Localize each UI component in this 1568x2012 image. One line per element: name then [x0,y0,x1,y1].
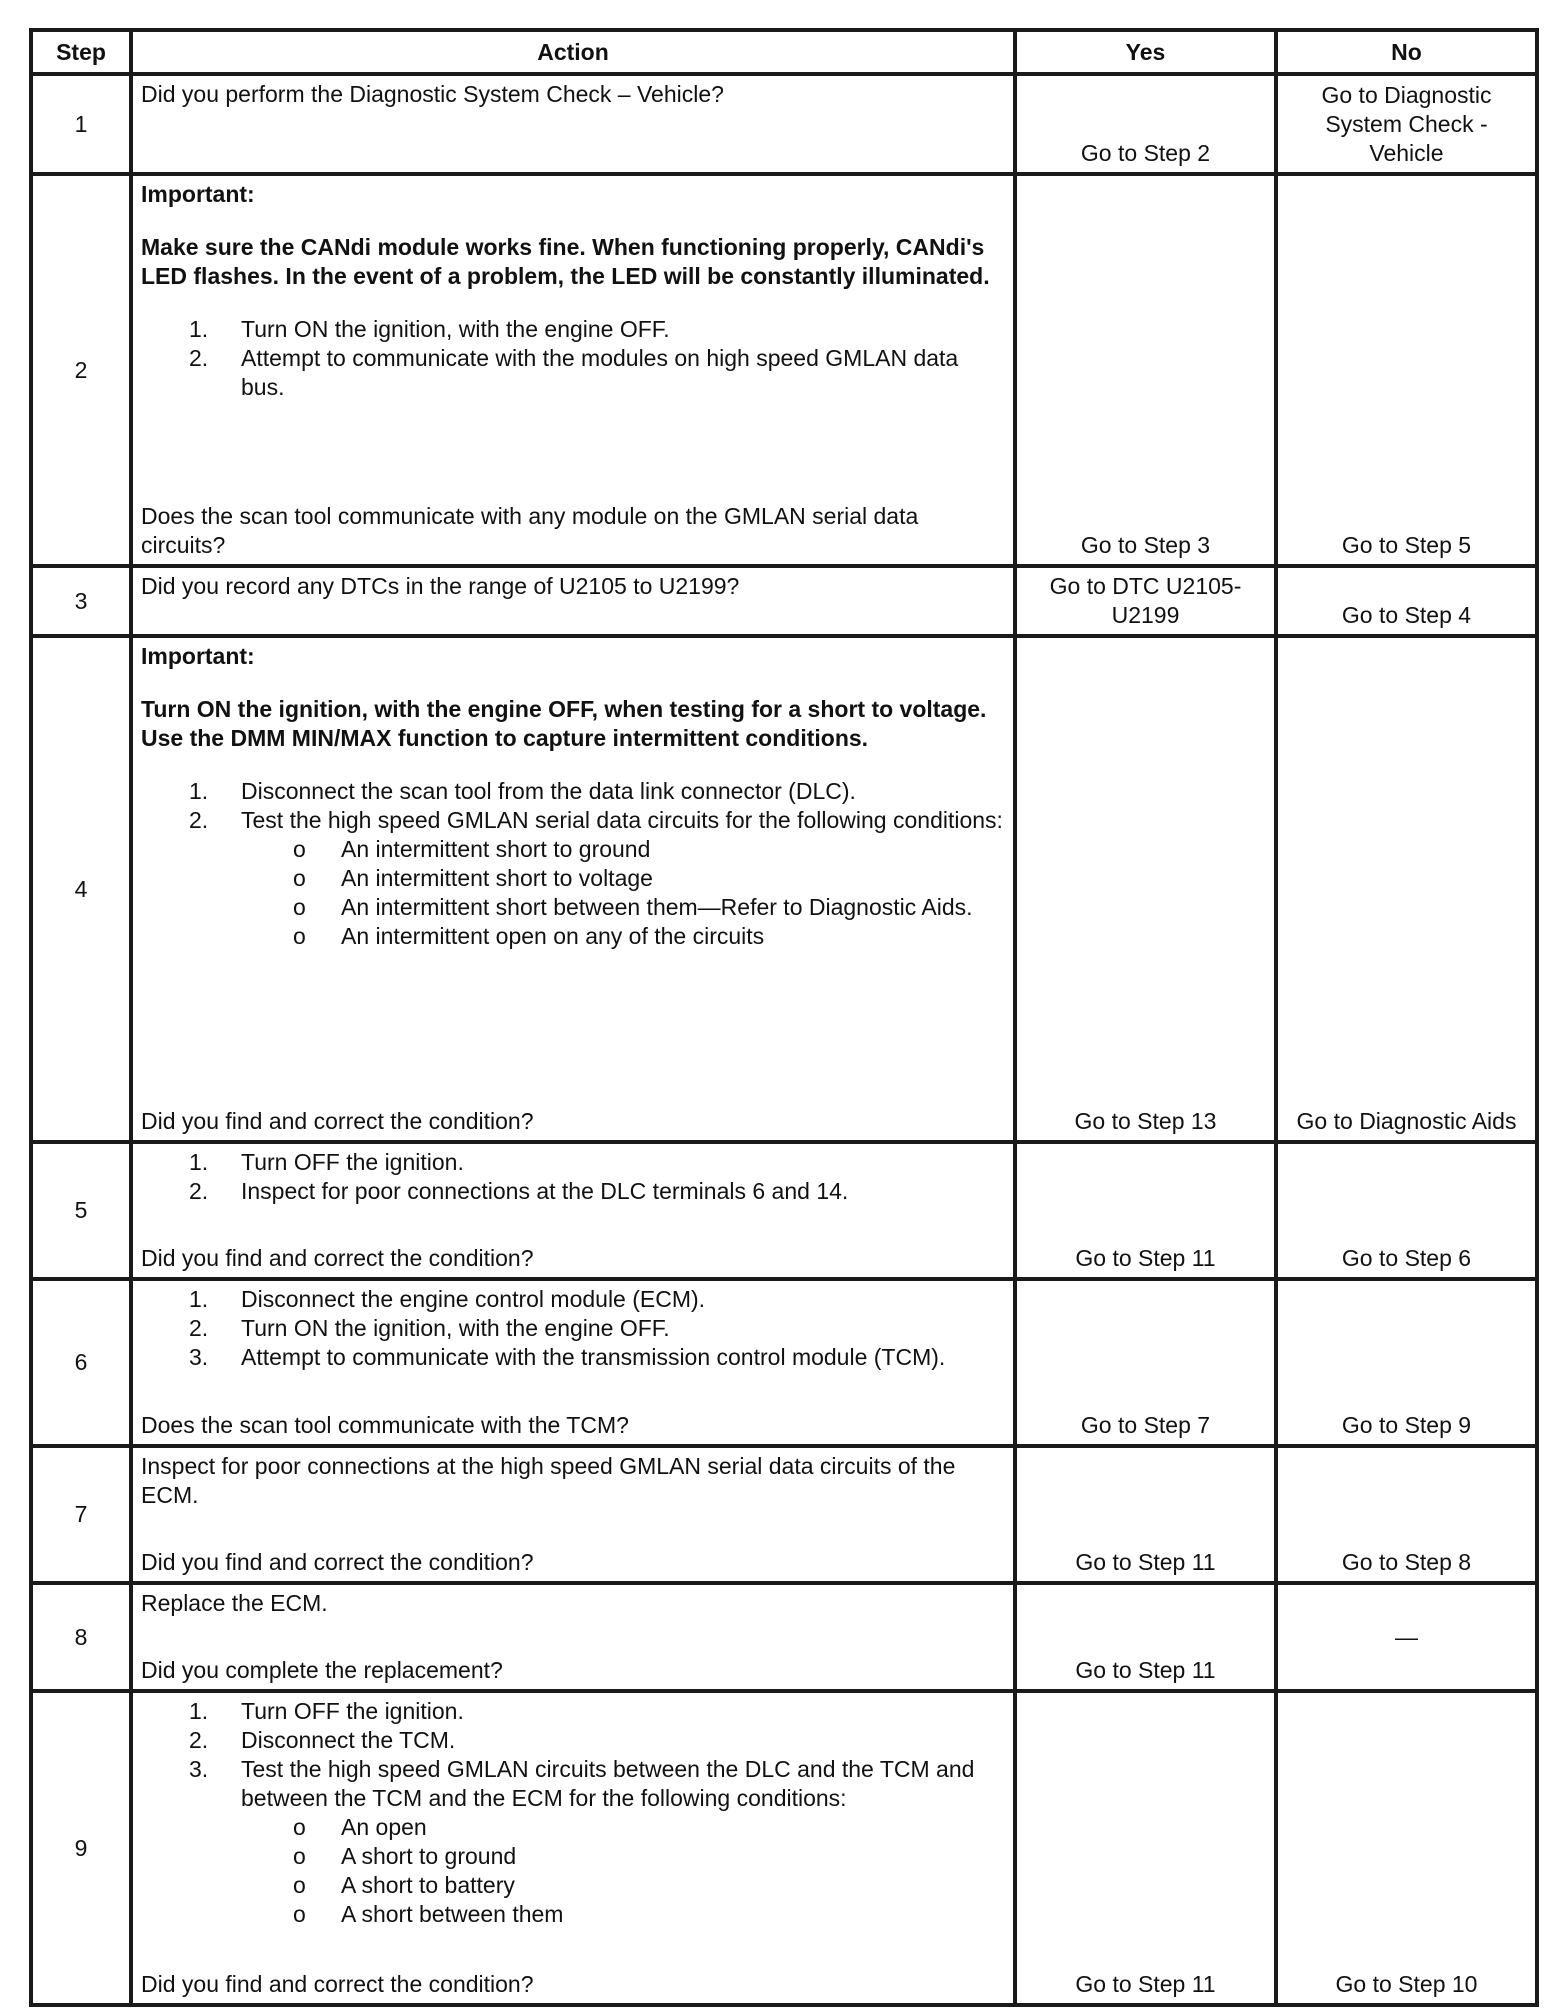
table-row [31,566,1537,636]
list-item: 1. Disconnect the engine control module (ECM). [189,1286,706,1312]
action-cell [131,174,1015,566]
no-cell: Go to Step 5 [1276,174,1537,566]
list-item: 1. Disconnect the scan tool from the data link connector (DLC). [189,778,856,804]
no-cell: Go to Step 4 [1276,566,1537,636]
yes-cell: Go to Step 7 [1015,1279,1276,1446]
condition-item: o An intermittent short to ground [341,835,1005,864]
header-no: No [1276,30,1537,74]
question-text: Does the scan tool communicate with the TCM? [141,1412,629,1438]
no-cell: Go to Diagnostic Aids [1276,636,1537,1142]
substep-list [141,1285,1005,1372]
table-row [31,1142,1537,1279]
question-text: Did you find and correct the condition? [141,1245,534,1271]
yes-cell: Go to Step 3 [1015,174,1276,566]
list-item: 2. Inspect for poor connections at the DLC terminals 6 and 14. [189,1178,849,1204]
condition-list [241,835,1005,951]
question-text: Did you find and correct the condition? [141,1108,534,1134]
no-cell: Go to Diagnostic System Check - Vehicle [1276,74,1537,174]
instruction-text: Did you perform the Diagnostic System Check – Vehicle? [141,81,724,107]
no-cell: Go to Step 10 [1276,1691,1537,2005]
yes-cell: Go to Step 11 [1015,1446,1276,1583]
list-item: 1. Turn OFF the ignition. [189,1149,464,1175]
condition-item: o A short to battery [341,1871,1005,1900]
step-number: 1 [31,74,131,174]
no-cell: Go to Step 8 [1276,1446,1537,1583]
step-number: 7 [31,1446,131,1583]
important-text: Turn ON the ignition, with the engine OFF, when testing for a short to voltage. Use the DMM MIN/MAX function to capture intermittent conditions. [141,696,987,751]
condition-item: o An intermittent open on any of the circuits [341,922,1005,951]
yes-cell: Go to Step 11 [1015,1142,1276,1279]
no-cell: — [1276,1583,1537,1691]
yes-cell: Go to DTC U2105-U2199 [1015,566,1276,636]
list-item: 2. Attempt to communicate with the modules on high speed GMLAN data bus. [189,345,959,400]
yes-cell: Go to Step 13 [1015,636,1276,1142]
table-row [31,1583,1537,1691]
instruction-text: Replace the ECM. [141,1590,328,1616]
important-label: Important: [141,643,255,669]
list-item: 2. Disconnect the TCM. [189,1727,456,1753]
list-item: 3. Attempt to communicate with the transmission control module (TCM). [189,1344,946,1370]
no-cell: Go to Step 9 [1276,1279,1537,1446]
action-cell [131,1583,1015,1691]
substep-list [141,1697,1005,1929]
table-row [31,1279,1537,1446]
condition-item: o An intermittent short between them—Refer to Diagnostic Aids. [341,893,1005,922]
step-number: 4 [31,636,131,1142]
substep-list [141,1148,1005,1206]
action-cell [131,566,1015,636]
action-cell [131,1446,1015,1583]
list-item: 3. Test the high speed GMLAN circuits between the DLC and the TCM and between the TCM and the ECM for the following conditions: o An open o A short to ground o A short to battery o A short between them [241,1755,1005,1929]
step-number: 2 [31,174,131,566]
table-row [31,1446,1537,1583]
action-cell [131,636,1015,1142]
step-number: 5 [31,1142,131,1279]
question-text: Did you complete the replacement? [141,1657,503,1683]
action-cell [131,1279,1015,1446]
list-item: 1. Turn ON the ignition, with the engine OFF. [189,316,670,342]
no-cell: Go to Step 6 [1276,1142,1537,1279]
list-item: 2. Test the high speed GMLAN serial data circuits for the following conditions: o An intermittent short to ground o An intermittent short to voltage o An intermittent short between them—Refer to Diagnostic Aids. o An intermittent open on any of the circuits [241,806,1005,951]
header-row [31,30,1537,74]
question-text: Did you find and correct the condition? [141,1549,534,1575]
table-row [31,1691,1537,2005]
list-item: 2. Turn ON the ignition, with the engine OFF. [189,1315,670,1341]
substep-list [141,315,1005,402]
important-label: Important: [141,181,255,207]
action-cell [131,74,1015,174]
condition-list [241,1813,1005,1929]
yes-cell: Go to Step 11 [1015,1691,1276,2005]
step-number: 3 [31,566,131,636]
step-number: 8 [31,1583,131,1691]
condition-item: o An open [341,1813,1005,1842]
important-text: Make sure the CANdi module works fine. When functioning properly, CANdi's LED flashes. In the event of a problem, the LED will be constantly illuminated. [141,234,990,289]
instruction-text: Did you record any DTCs in the range of U2105 to U2199? [141,573,740,599]
instruction-text: Inspect for poor connections at the high speed GMLAN serial data circuits of the ECM. [141,1453,956,1508]
substep-list [141,777,1005,951]
yes-cell: Go to Step 2 [1015,74,1276,174]
header-yes: Yes [1015,30,1276,74]
table-row [31,174,1537,566]
header-step: Step [31,30,131,74]
diagnostic-table [29,28,1539,2007]
question-text: Did you find and correct the condition? [141,1971,534,1997]
condition-item: o A short to ground [341,1842,1005,1871]
table-row [31,74,1537,174]
action-cell [131,1691,1015,2005]
header-action: Action [131,30,1015,74]
step-number: 6 [31,1279,131,1446]
question-text: Does the scan tool communicate with any module on the GMLAN serial data circuits? [141,503,919,558]
yes-cell: Go to Step 11 [1015,1583,1276,1691]
list-item: 1. Turn OFF the ignition. [189,1698,464,1724]
table-row [31,636,1537,1142]
step-number: 9 [31,1691,131,2005]
condition-item: o A short between them [341,1900,1005,1929]
condition-item: o An intermittent short to voltage [341,864,1005,893]
action-cell [131,1142,1015,1279]
